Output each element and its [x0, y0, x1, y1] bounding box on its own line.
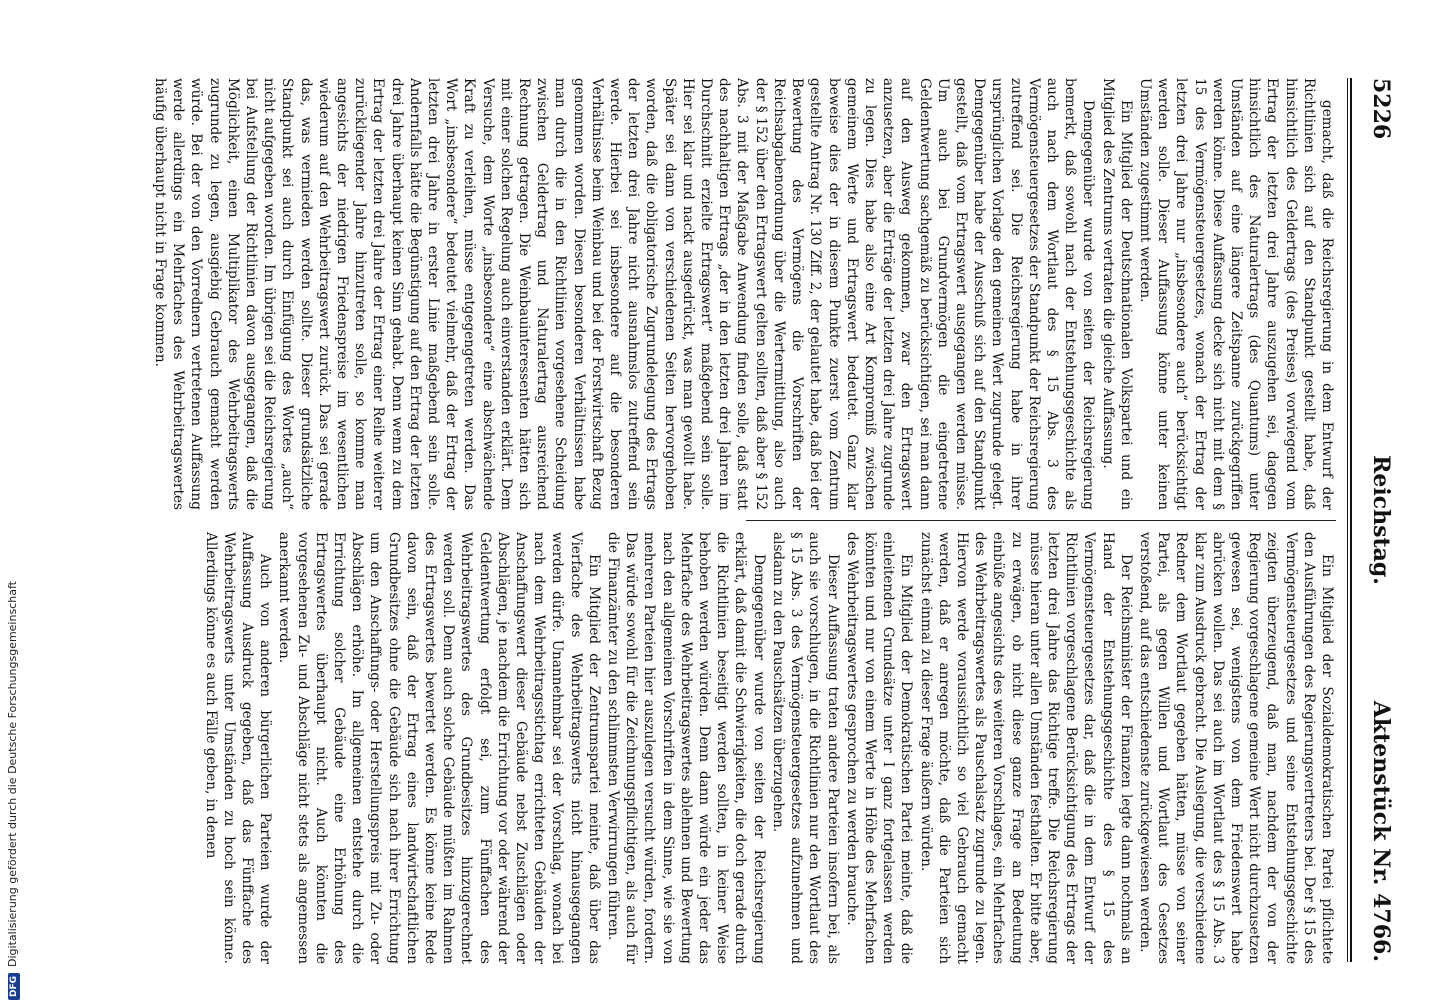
right-column — [36, 532, 1336, 964]
paragraph: Ein Mitglied der Sozialdemokratischen Partei pflichtete den Ausführungen des Regierungsvertreters bei. Der § 15 des Vermögensteuergesetzes und seine Entstehungsgeschichte zeigten überzeugend, daß man, nachdem der von der Regierung vorgeschlagene gemeine Wert nicht durchzusetzen gewesen sei, wenigstens von dem Friedenswert habe abrücken wollen. Das sei auch im Wortlaut des § 15 Abs. 3 klar zum Ausdruck gebracht. Die Auslegung, die verschiedene Redner dem Wortlaut gegeben hätten, müsse von seiner Partei, als gegen Willen und Wortlaut des Gesetzes verstoßend, auf das entschiedenste zurückgewiesen werden. — [1136, 532, 1335, 964]
header-rule — [1350, 78, 1352, 962]
column-divider — [746, 520, 1336, 521]
paragraph: Ein Mitglied der Deutschnationalen Volkspartei und ein Mitglied des Zentrums vertraten die gleiche Auffassung. — [1099, 78, 1134, 510]
paragraph: Ein Mitglied der Zentrumspartei meinte, daß über das Vierfache des Wehrbeitragswerts nicht hinausgegangen werden dürfe. Unannehmbar sei der Vorschlag, wonach bei nach dem Wehrbeitragsstichtag errichteten Gebäuden der Anschaffungswert dieser Gebäude nebst Zuschlägen oder Abschlägen, je nachdem die Errichtung vor oder während der Geldentwertung erfolgt sei, zum Fünffachen des Wehrbeitragswertes des Grundbesitzes hinzugerechnet werden soll. Denn auch solche Gebäude müßten im Rahmen des Ertragswertes bewertet werden. Es könne keine Rede davon sein, daß der Ertrag eines landwirtschaftlichen Grundbesitzes ohne die Gebäude sich nach ihrer Errichtung um den Anschaffungs- oder Herstellungspreis mit Zu- oder Abschlägen erhöhe. Im allgemeinen entstehe durch die Errichtung solcher Gebäude eine Erhöhung des Ertragswertes überhaupt nicht. Auch könnten die vorgesehenen Zu- und Abschläge nicht stets als angemessen anerkannt werden. — [276, 532, 602, 964]
funding-text: Digitalisierung gefördert durch die Deutsche Forschungsgemeinschaft — [6, 581, 19, 967]
paragraph: Auch von anderen bürgerlichen Parteien wurde der Auffassung Ausdruck gegeben, daß das Fünffache des Wehrbeitragswerts unter Umständen zu hoch sein könne. Allerdings könne es auch Fälle geben, in denen — [202, 532, 274, 964]
left-column — [36, 78, 1336, 510]
paragraph: Demgegenüber wurde von seiten der Reichsregierung erklärt, daß damit die Schwierigkeiten, die doch gerade durch die Richtlinien beseitigt werden sollten, in keiner Weise behoben werden würden. Denn dann würde ein jeder das Mehrfache des Wehrbeitragswertes ablehnen und Bewertung nach den allgemeinen Vorschriften in dem Sinne, wie sie von mehreren Parteien hier auszulegen versucht würden, fordern. Das würde sowohl für die Zeichnungspflichtigen, als auch für die Finanzämter zu den schlimmsten Verwirrungen führen. — [605, 532, 767, 964]
page-number: 5226 — [1368, 78, 1394, 140]
paragraph: Dieser Auffassung traten andere Parteien insofern bei, als auch sie vorschlugen, in die Richtlinien nur den Wortlaut des § 15 Abs. 3 des Vermögensteuergesetzes aufzunehmen und alsdann zu den Pauschsätzen überzugehen. — [769, 532, 841, 964]
page-header — [1350, 78, 1394, 962]
page-title: Reichstag. — [1368, 455, 1394, 585]
funding-note — [6, 10, 26, 1000]
paragraph: Ein Mitglied der Demokratischen Partei meinte, daß die einleitenden Grundsätze unter I ganz fortgelassen werden könnten und nur von einem Werte in Höhe des Mehrfachen des Wehrbeitragswertes gesprochen zu werden brauche. — [843, 532, 915, 964]
dfg-logo-badge: DFG — [8, 973, 20, 1000]
paragraph: Der Reichsminister der Finanzen legte dann nochmals an Hand der Entstehungsgeschichte des § 15 des Vermögensteuergesetzes dar, daß die in dem Entwurf der Richtlinien vorgeschlagene Berücksichtigung des Ertrags der letzten drei Jahre das Richtige treffe. Die Reichsregierung müsse hieran unter allen Umständen festhalten. Er bitte aber, zu erwägen, ob nicht diese ganze Frage an Bedeutung einbüße angesichts des weiteren Vorschlages, ein Mehrfaches des Wehrbeitragswertes als Pauschalsatz zugrunde zu legen. Hiervon werde voraussichtlich so viel Gebrauch gemacht werden, daß er anregen möchte, daß die Parteien sich zunächst einmal zu dieser Frage äußern würden. — [917, 532, 1134, 964]
document-number: Aktenstück Nr. 4766. — [1368, 700, 1394, 962]
paragraph: gemacht, daß die Reichsregierung in dem Entwurf der Richtlinien sich auf den Standpunkt gestellt habe, daß hinsichtlich des Geldertrags (des Preises) vorwiegend vom Ertrag der letzten drei Jahre auszugehen sei, dagegen hinsichtlich des Naturalertrags (des Quantums) unter Umständen auf eine längere Zeitspanne zurückgegriffen werden könne. Diese Auffassung decke sich nicht mit dem § 15 des Vermögensteuergesetzes, wonach der Ertrag der letzten drei Jahre nur „insbesondere auch“ berücksichtigt werden solle. Dieser Auffassung könne unter keinen Umständen zugestimmt werden. — [1136, 78, 1335, 510]
header-rule-thin — [1347, 78, 1348, 962]
paragraph: Demgegenüber wurde von seiten der Reichsregierung bemerkt, daß sowohl nach der Entstehungsgeschichte als auch nach dem Wortlaut des § 15 Abs. 3 des Vermögensteuergesetzes der Standpunkt der Reichsregierung zutreffend sei. Die Reichsregierung habe in ihrer ursprünglichen Vorlage den gemeinen Wert zugrunde gelegt. Demgegenüber habe der Ausschuß sich auf den Standpunkt gestellt, daß vom Ertragswert ausgegangen werden müsse. Um auch bei Grundvermögen die eingetretene Geldentwertung sachgemäß zu berücksichtigen, sei man dann auf den Ausweg gekommen, zwar den Ertragswert anzusetzen, aber die Erträge der letzten drei Jahre zugrunde zu legen. Dies habe also eine Art Kompromiß zwischen gemeinem Werte und Ertragswert bedeutet. Ganz klar beweise dies der in diesem Punkte zuerst vom Zentrum gestellte Antrag Nr. 130 Ziff. 2, der gelautet habe, daß bei der Bewertung des Vermögens die Vorschriften der Reichsabgabenordnung über die Wertermittlung, also auch der § 152 über den Ertragswert gelten sollten, daß aber § 152 Abs. 3 mit der Maßgabe Anwendung finden solle, daß statt des nachhaltigen Ertrags „der in den letzten drei Jahren im Durchschnitt erzielte Ertragswert“ maßgebend sein solle. Hier sei klar und nackt ausgedrückt, was man gewollt habe. Später sei dann von verschiedenen Seiten hervorgehoben worden, daß die obligatorische Zugrundelegung des Ertrags der letzten drei Jahre nicht ausnahmslos zutreffend sein werde. Hierbei sei insbesondere auf die besonderen Verhältnisse beim Weinbau und bei der Forstwirtschaft Bezug genommen worden. Diesen besonderen Verhältnissen habe man durch die in den Richtlinien vorgesehene Scheidung zwischen Geldertrag und Naturalertrag ausreichend Rechnung getragen. Die Weinbauinteressenten hätten sich mit einer solchen Regelung auch einverstanden erklärt. Dem Versuche, dem Worte „insbesondere“ eine abschwächende Kraft zu verleihen, müsse entgegengetreten werden. Das Wort „insbesondere“ bedeutet vielmehr, daß der Ertrag der letzten drei Jahre in erster Linie maßgebend sein solle. Andernfalls hätte die Begünstigung auf den Ertrag der letzten drei Jahre überhaupt keinen Sinn gehabt. Denn wenn zu dem Ertrag der letzten drei Jahre der Ertrag einer Reihe weiterer zurückliegender Jahre hinzutreten solle, so komme man angesichts der niedrigen Friedenspreise im wesentlichen wiederum auf den Wehrbeitragswert zurück. Das sei gerade das, was vermieden werden sollte. Dieser grundsätzliche Standpunkt sei auch durch Einfügung des Wortes „auch“ nicht aufgegeben worden. Im übrigen sei die Reichsregierung bei Aufstellung der Richtlinien davon ausgegangen, daß die Möglichkeit, einen Multiplikator des Wehrbeitragswerts zugrunde zu legen, ausgiebig Gebrauch gemacht werden würde. Bei der von den Vorrednern vertretenen Auffassung werde allerdings ein Mehrfaches des Wehrbeitragswertes häufig überhaupt nicht in Frage kommen. — [152, 78, 1097, 510]
